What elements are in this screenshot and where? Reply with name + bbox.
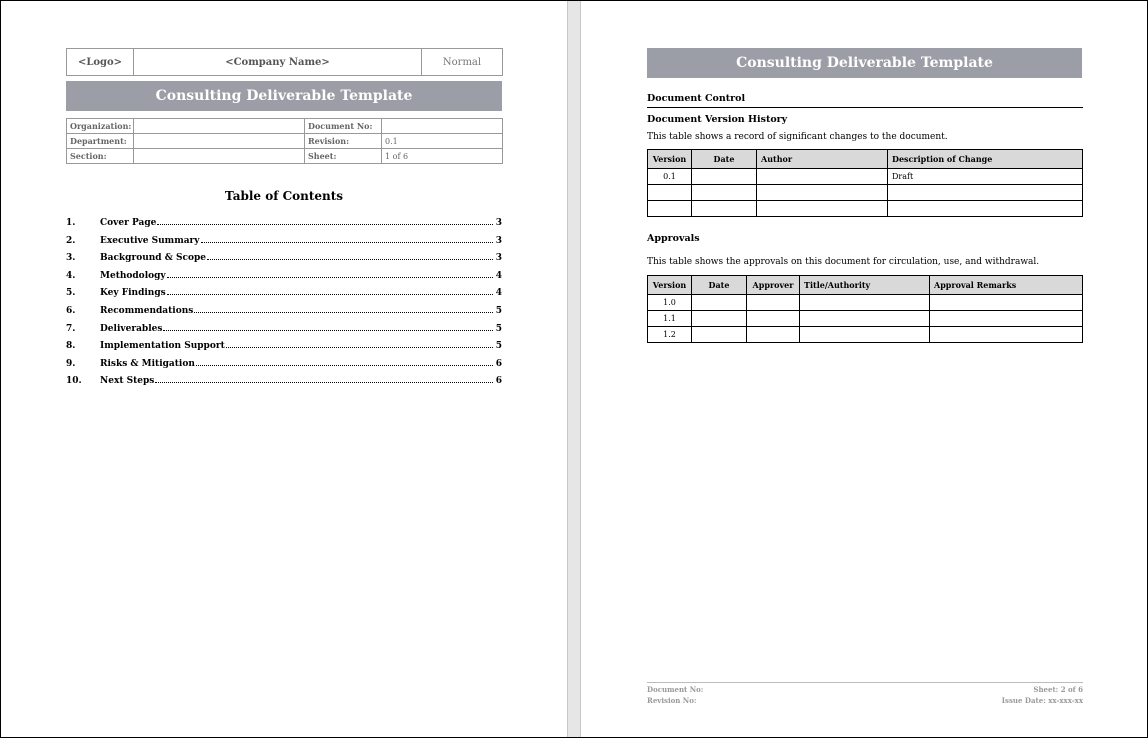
- page-gutter: [567, 1, 581, 737]
- version-history-intro: This table shows a record of significant changes to the document.: [647, 132, 948, 142]
- table-cell[interactable]: [692, 169, 757, 185]
- organization-label: Organization:: [67, 119, 134, 134]
- toc-item-label: Key Findings: [100, 288, 166, 299]
- toc-item-page: 3: [495, 253, 502, 264]
- table-cell[interactable]: [888, 185, 1083, 201]
- table-cell[interactable]: [800, 327, 930, 343]
- toc-item-page: 3: [495, 218, 502, 228]
- column-header: Version: [648, 276, 692, 295]
- toc-item[interactable]: [66, 323, 502, 341]
- revision-label: Revision:: [305, 134, 382, 149]
- toc-item-page: 5: [495, 305, 502, 316]
- footer-revision-no: Revision No:: [647, 696, 697, 705]
- document-no-value: [382, 119, 503, 134]
- version-history-heading: Document Version History: [647, 114, 788, 125]
- toc-item-page: 4: [495, 270, 502, 281]
- table-row: [648, 295, 1083, 311]
- toc-item-label: Executive Summary: [100, 235, 200, 246]
- table-cell[interactable]: [757, 185, 888, 201]
- toc-item[interactable]: [66, 375, 502, 393]
- company-name: <Company Name>: [134, 49, 422, 76]
- column-header: Version: [648, 150, 692, 169]
- table-cell[interactable]: 0.1: [648, 169, 692, 185]
- toc-item-page: 6: [495, 376, 502, 387]
- footer-issue-date: Issue Date: xx-xxx-xx: [1001, 696, 1083, 705]
- table-cell[interactable]: [648, 201, 692, 217]
- toc-item-number: 6.: [66, 305, 76, 316]
- status-label: Normal: [422, 49, 503, 76]
- table-cell[interactable]: [692, 185, 757, 201]
- table-cell[interactable]: [692, 327, 747, 343]
- table-row: [648, 327, 1083, 343]
- toc-item-number: 9.: [66, 358, 76, 369]
- toc-item-page: 5: [495, 341, 502, 352]
- document-control-heading: Document Control: [647, 93, 746, 104]
- toc-item-label: Cover Page: [100, 218, 157, 228]
- table-cell[interactable]: [692, 311, 747, 327]
- page-1: [1, 1, 567, 737]
- column-header: Description of Change: [888, 150, 1083, 169]
- document-title-bar: Consulting Deliverable Template: [647, 48, 1082, 78]
- approvals-heading: Approvals: [647, 233, 700, 244]
- section-value: [134, 149, 305, 164]
- toc-item[interactable]: [66, 305, 502, 323]
- toc-item[interactable]: [66, 270, 502, 288]
- toc-item-page: 3: [495, 235, 502, 246]
- toc-item-number: 7.: [66, 323, 76, 334]
- toc-leader: [196, 358, 493, 366]
- toc-item-number: 2.: [66, 235, 76, 246]
- toc-item-number: 4.: [66, 270, 76, 281]
- column-header: Date: [692, 150, 757, 169]
- approvals-intro: This table shows the approvals on this document for circulation, use, and withdrawal.: [647, 257, 1040, 267]
- toc-leader: [167, 287, 493, 295]
- toc-item-number: 1.: [66, 218, 76, 228]
- table-cell[interactable]: [930, 295, 1083, 311]
- table-cell[interactable]: [930, 327, 1083, 343]
- column-header: Author: [757, 150, 888, 169]
- table-cell[interactable]: Draft: [888, 169, 1083, 185]
- toc-item-number: 10.: [66, 376, 82, 387]
- table-row: [648, 185, 1083, 201]
- toc-item-label: Deliverables: [100, 323, 163, 334]
- sheet-label: Sheet:: [305, 149, 382, 164]
- table-cell[interactable]: [757, 201, 888, 217]
- document-title-bar: Consulting Deliverable Template: [66, 81, 502, 111]
- toc-title: Table of Contents: [224, 189, 344, 203]
- table-row: [648, 201, 1083, 217]
- toc-leader: [201, 235, 493, 243]
- toc-leader: [226, 340, 493, 348]
- table-cell[interactable]: 1.0: [648, 295, 692, 311]
- heading-rule: [647, 107, 1083, 108]
- toc-leader: [194, 305, 493, 313]
- toc-item-number: 3.: [66, 253, 76, 264]
- table-of-contents: [66, 217, 502, 393]
- organization-value: [134, 119, 305, 134]
- table-cell[interactable]: [800, 295, 930, 311]
- document-meta-table: [66, 118, 503, 164]
- toc-item[interactable]: [66, 235, 502, 253]
- footer-rule: [647, 682, 1083, 683]
- table-row: [648, 311, 1083, 327]
- table-cell[interactable]: [747, 295, 800, 311]
- toc-item-page: 6: [495, 358, 502, 369]
- revision-value: 0.1: [382, 134, 503, 149]
- table-cell[interactable]: [747, 327, 800, 343]
- toc-item[interactable]: [66, 358, 502, 376]
- toc-leader: [163, 323, 493, 331]
- header-table: [66, 48, 503, 76]
- toc-item-number: 8.: [66, 341, 76, 352]
- section-label: Section:: [67, 149, 134, 164]
- table-cell[interactable]: [648, 185, 692, 201]
- table-cell[interactable]: [800, 311, 930, 327]
- footer-sheet: Sheet: 2 of 6: [1033, 685, 1083, 694]
- toc-item-number: 5.: [66, 288, 76, 299]
- toc-item[interactable]: [66, 217, 502, 235]
- document-no-label: Document No:: [305, 119, 382, 134]
- page-2: [582, 1, 1146, 737]
- toc-item-label: Implementation Support: [100, 341, 225, 352]
- toc-item-label: Recommendations: [100, 305, 194, 316]
- table-cell[interactable]: 1.1: [648, 311, 692, 327]
- toc-item-label: Risks & Mitigation: [100, 358, 195, 369]
- department-value: [134, 134, 305, 149]
- table-cell[interactable]: [888, 201, 1083, 217]
- table-cell[interactable]: [692, 295, 747, 311]
- sheet-value: 1 of 6: [382, 149, 503, 164]
- toc-leader: [155, 375, 493, 383]
- column-header: Title/Authority: [800, 276, 930, 295]
- table-cell[interactable]: 1.2: [648, 327, 692, 343]
- table-row: [648, 169, 1083, 185]
- table-cell[interactable]: [930, 311, 1083, 327]
- toc-item[interactable]: [66, 252, 502, 270]
- logo-placeholder: <Logo>: [67, 49, 134, 76]
- toc-item[interactable]: [66, 340, 502, 358]
- footer-document-no: Document No:: [647, 685, 704, 694]
- column-header: Date: [692, 276, 747, 295]
- version-history-table: [647, 149, 1083, 217]
- toc-leader: [157, 217, 493, 225]
- column-header: Approval Remarks: [930, 276, 1083, 295]
- toc-leader: [167, 270, 493, 278]
- toc-item-label: Next Steps: [100, 376, 155, 387]
- toc-item[interactable]: [66, 287, 502, 305]
- toc-item-page: 5: [495, 323, 502, 334]
- table-cell[interactable]: [692, 201, 757, 217]
- approvals-table: [647, 275, 1083, 343]
- table-cell[interactable]: [757, 169, 888, 185]
- toc-item-label: Methodology: [100, 270, 166, 281]
- toc-item-page: 4: [495, 288, 502, 299]
- toc-leader: [207, 252, 493, 260]
- table-cell[interactable]: [747, 311, 800, 327]
- toc-item-label: Background & Scope: [100, 253, 206, 264]
- department-label: Department:: [67, 134, 134, 149]
- column-header: Approver: [747, 276, 800, 295]
